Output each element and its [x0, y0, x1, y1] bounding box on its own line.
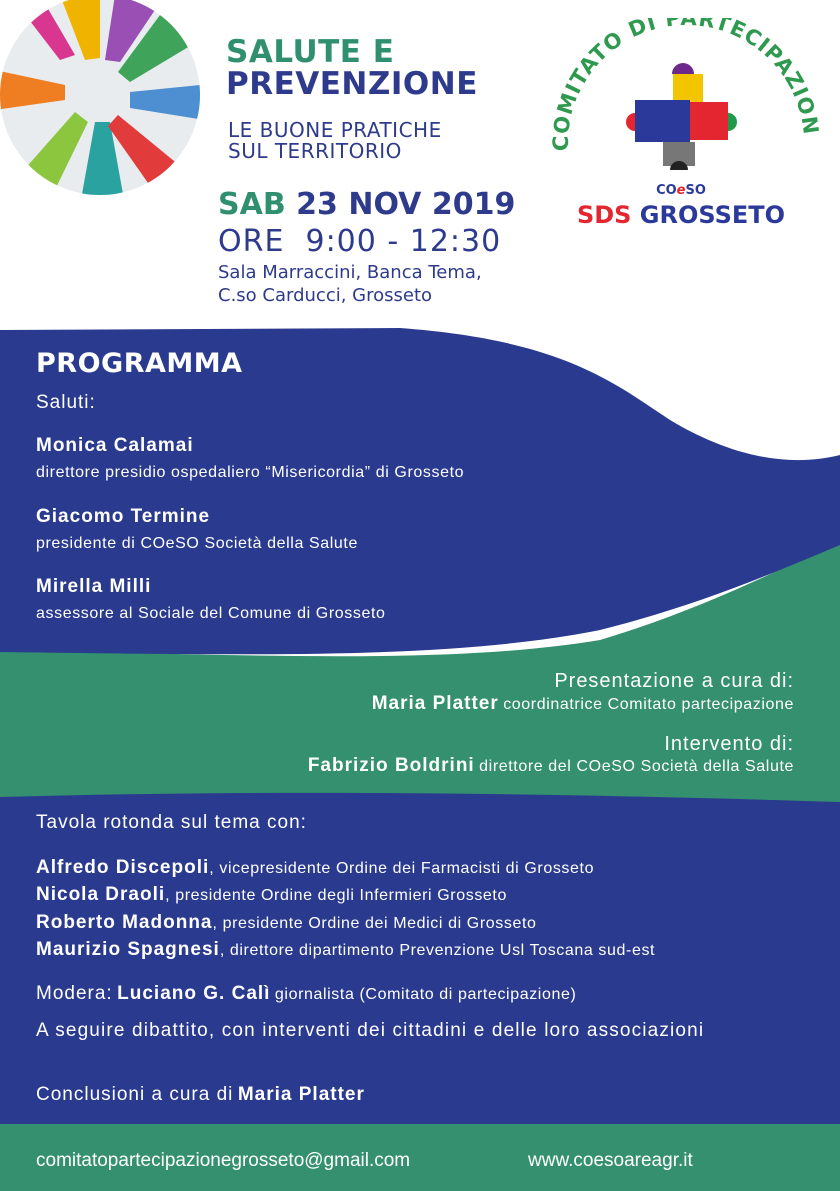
panelist-4-role: , direttore dipartimento Prevenzione Usl Toscana sud-est: [219, 942, 656, 959]
logo-sds: SDS: [576, 201, 632, 229]
event-venue-line1: Sala Marraccini, Banca Tema,: [218, 262, 482, 283]
footer-website[interactable]: www.coesoareagr.it: [528, 1150, 693, 1171]
panelist-2: [36, 884, 507, 906]
presentazione-line: [372, 693, 794, 715]
saluti-label: Saluti:: [36, 392, 96, 413]
moderator-line: [36, 983, 576, 1005]
event-title-line2: PREVENZIONE: [226, 66, 478, 102]
panelist-3: [36, 912, 537, 934]
logo-graphic: [540, 18, 830, 233]
speaker-2-role: presidente di COeSO Società della Salute: [36, 535, 358, 552]
event-subtitle-line1: LE BUONE PRATICHE: [228, 118, 442, 142]
intervento-label: Intervento di:: [664, 733, 794, 755]
logo-red-dot-icon: [626, 113, 635, 131]
logo-blue-piece: [635, 100, 690, 142]
event-venue-line2: C.so Carducci, Grosseto: [218, 285, 433, 306]
panelist-4: [36, 939, 655, 961]
speaker-1-name: Monica Calamai: [36, 435, 194, 456]
svg-text:SDS GROSSETO: [577, 201, 785, 229]
panelist-1: [36, 857, 594, 879]
event-date-full: 23 NOV 2019: [296, 187, 516, 222]
intervento-line: [308, 755, 794, 777]
conclusion-name: Maria Platter: [237, 1084, 365, 1105]
panelist-1-role: , vicepresidente Ordine dei Farmacisti di Grosseto: [209, 860, 595, 877]
panelist-2-role: , presidente Ordine degli Infermieri Grosseto: [165, 887, 507, 904]
logo-coeso-co: CO: [656, 183, 677, 198]
intervento-role: direttore del COeSO Società della Salute: [479, 758, 794, 775]
panelist-4-name: Maurizio Spagnesi: [36, 939, 220, 960]
logo-purple-icon: [672, 63, 694, 74]
event-title-line1: SALUTE E: [226, 34, 395, 70]
conclusion-label: Conclusioni a cura di: [36, 1084, 234, 1105]
debate-text: A seguire dibattito, con interventi dei cittadini e delle loro associazioni: [36, 1020, 705, 1041]
event-date: [218, 187, 515, 222]
event-date-day: SAB: [218, 187, 286, 222]
speaker-3-name: Mirella Milli: [36, 576, 152, 597]
panelist-3-name: Roberto Madonna: [36, 912, 213, 933]
speaker-1-role: direttore presidio ospedaliero “Misericordia” di Grosseto: [36, 464, 465, 481]
presentazione-name: Maria Platter: [371, 693, 499, 714]
panelist-1-name: Alfredo Discepoli: [36, 857, 210, 878]
presentazione-label: Presentazione a cura di:: [554, 670, 794, 692]
event-time: ORE 9:00 - 12:30: [218, 224, 502, 259]
logo-arc-text: COMITATO DI PARTECIPAZION: [548, 18, 823, 152]
svg-text:COeSO: [656, 183, 706, 198]
conclusion-line: [36, 1084, 365, 1106]
panelist-3-role: , presidente Ordine dei Medici di Grosseto: [212, 915, 537, 932]
moderator-name: Luciano G. Calì: [117, 983, 271, 1004]
logo-red-piece: [690, 102, 728, 140]
programma-heading: PROGRAMMA: [36, 348, 243, 379]
moderator-role: giornalista (Comitato di partecipazione): [274, 986, 577, 1003]
panelist-2-name: Nicola Draoli: [36, 884, 166, 905]
footer-email[interactable]: comitatopartecipazionegrosseto@gmail.com: [36, 1150, 411, 1171]
moderator-label: Modera:: [36, 983, 113, 1004]
logo-grosseto: GROSSETO: [639, 201, 786, 229]
event-subtitle-line2: SUL TERRITORIO: [228, 139, 402, 163]
logo-green-icon: [728, 113, 737, 131]
tavola-intro: Tavola rotonda sul tema con:: [36, 812, 307, 833]
speaker-3-role: assessore al Sociale del Comune di Grosseto: [36, 605, 386, 622]
logo-coeso-e: e: [676, 183, 686, 198]
intervento-name: Fabrizio Boldrini: [307, 755, 475, 776]
sds-logo: [540, 18, 830, 233]
logo-coeso-so: SO: [685, 183, 706, 198]
speaker-2-name: Giacomo Termine: [36, 506, 211, 527]
presentazione-role: coordinatrice Comitato partecipazione: [503, 696, 794, 713]
hands-illustration: [0, 0, 205, 205]
